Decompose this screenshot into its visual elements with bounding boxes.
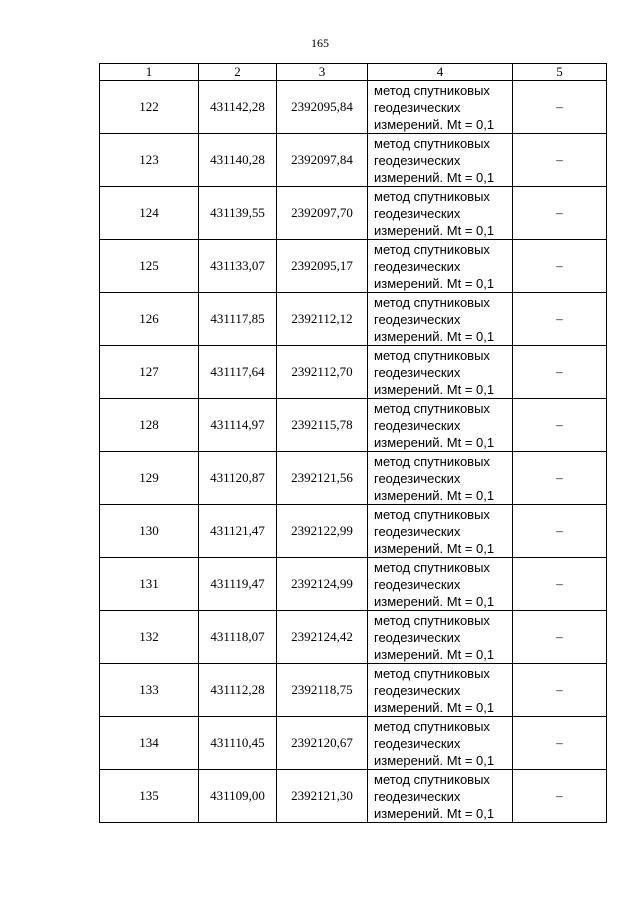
y-coordinate-cell: 2392095,17: [277, 240, 368, 293]
method-text-line: метод спутниковых: [374, 188, 490, 204]
x-coordinate-cell: 431117,64: [199, 346, 277, 399]
method-text-line: геодезических: [374, 576, 461, 592]
table-row: [100, 293, 607, 346]
y-coordinate-cell: 2392115,78: [277, 399, 368, 452]
x-coordinate-cell: 431114,97: [199, 399, 277, 452]
method-text-line: измерений. Mt = 0,1: [374, 169, 495, 185]
column-header-1: 1: [100, 64, 199, 81]
method-text-line: геодезических: [374, 152, 461, 168]
method-text-line: геодезических: [374, 735, 461, 751]
method-text-line: измерений. Mt = 0,1: [374, 487, 495, 503]
method-text-line: измерений. Mt = 0,1: [374, 699, 495, 715]
method-text-line: измерений. Mt = 0,1: [374, 593, 495, 609]
method-text-line: метод спутниковых: [374, 612, 490, 628]
table-row: [100, 346, 607, 399]
x-coordinate-cell: 431139,55: [199, 187, 277, 240]
method-cell: [368, 187, 513, 240]
y-coordinate-cell: 2392124,42: [277, 611, 368, 664]
y-coordinate-cell: 2392112,12: [277, 293, 368, 346]
y-coordinate-cell: 2392118,75: [277, 664, 368, 717]
x-coordinate-cell: 431142,28: [199, 81, 277, 134]
column-header-5: 5: [513, 64, 607, 81]
method-text-line: геодезических: [374, 258, 461, 274]
x-coordinate-cell: 431140,28: [199, 134, 277, 187]
y-coordinate-cell: 2392124,99: [277, 558, 368, 611]
method-cell: [368, 558, 513, 611]
method-text-line: геодезических: [374, 205, 461, 221]
method-cell: [368, 770, 513, 823]
method-text-line: геодезических: [374, 417, 461, 433]
method-text-line: метод спутниковых: [374, 135, 490, 151]
y-coordinate-cell: 2392121,30: [277, 770, 368, 823]
y-coordinate-cell: 2392120,67: [277, 717, 368, 770]
table-row: [100, 611, 607, 664]
method-text-line: измерений. Mt = 0,1: [374, 805, 495, 821]
y-coordinate-cell: 2392097,84: [277, 134, 368, 187]
y-coordinate-cell: 2392097,70: [277, 187, 368, 240]
method-cell: [368, 664, 513, 717]
column-header-3: 3: [277, 64, 368, 81]
point-number-cell: 133: [100, 664, 199, 717]
method-text-line: метод спутниковых: [374, 82, 490, 98]
method-text-line: измерений. Mt = 0,1: [374, 752, 495, 768]
table-row: [100, 81, 607, 134]
y-coordinate-cell: 2392095,84: [277, 81, 368, 134]
method-text-line: геодезических: [374, 788, 461, 804]
point-number-cell: 129: [100, 452, 199, 505]
method-cell: [368, 346, 513, 399]
method-text-line: измерений. Mt = 0,1: [374, 328, 495, 344]
method-text-line: метод спутниковых: [374, 294, 490, 310]
method-text-line: метод спутниковых: [374, 771, 490, 787]
y-coordinate-cell: 2392112,70: [277, 346, 368, 399]
table-header-row: [100, 64, 607, 81]
table-row: [100, 452, 607, 505]
method-text-line: метод спутниковых: [374, 241, 490, 257]
point-number-cell: 124: [100, 187, 199, 240]
x-coordinate-cell: 431112,28: [199, 664, 277, 717]
point-number-cell: 127: [100, 346, 199, 399]
method-cell: [368, 717, 513, 770]
x-coordinate-cell: 431121,47: [199, 505, 277, 558]
point-number-cell: 130: [100, 505, 199, 558]
method-text-line: измерений. Mt = 0,1: [374, 222, 495, 238]
method-text-line: измерений. Mt = 0,1: [374, 381, 495, 397]
y-coordinate-cell: 2392122,99: [277, 505, 368, 558]
method-text-line: метод спутниковых: [374, 559, 490, 575]
column-5-cell: –: [513, 293, 607, 346]
column-5-cell: –: [513, 134, 607, 187]
method-text-line: метод спутниковых: [374, 347, 490, 363]
point-number-cell: 135: [100, 770, 199, 823]
x-coordinate-cell: 431120,87: [199, 452, 277, 505]
y-coordinate-cell: 2392121,56: [277, 452, 368, 505]
method-text-line: геодезических: [374, 311, 461, 327]
column-header-2: 2: [199, 64, 277, 81]
table-body: [100, 81, 607, 823]
x-coordinate-cell: 431109,00: [199, 770, 277, 823]
column-5-cell: –: [513, 240, 607, 293]
point-number-cell: 132: [100, 611, 199, 664]
column-5-cell: –: [513, 611, 607, 664]
method-text-line: метод спутниковых: [374, 400, 490, 416]
point-number-cell: 134: [100, 717, 199, 770]
point-number-cell: 122: [100, 81, 199, 134]
table-row: [100, 187, 607, 240]
column-5-cell: –: [513, 770, 607, 823]
x-coordinate-cell: 431119,47: [199, 558, 277, 611]
method-cell: [368, 611, 513, 664]
method-text-line: метод спутниковых: [374, 718, 490, 734]
column-header-4: 4: [368, 64, 513, 81]
method-text-line: геодезических: [374, 629, 461, 645]
point-number-cell: 126: [100, 293, 199, 346]
x-coordinate-cell: 431117,85: [199, 293, 277, 346]
column-5-cell: –: [513, 717, 607, 770]
column-5-cell: –: [513, 664, 607, 717]
method-text-line: измерений. Mt = 0,1: [374, 434, 495, 450]
table-row: [100, 664, 607, 717]
method-text-line: измерений. Mt = 0,1: [374, 646, 495, 662]
column-5-cell: –: [513, 505, 607, 558]
method-text-line: измерений. Mt = 0,1: [374, 116, 495, 132]
x-coordinate-cell: 431118,07: [199, 611, 277, 664]
table-row: [100, 770, 607, 823]
method-cell: [368, 240, 513, 293]
table-row: [100, 240, 607, 293]
method-cell: [368, 81, 513, 134]
table-row: [100, 717, 607, 770]
method-cell: [368, 505, 513, 558]
method-text-line: измерений. Mt = 0,1: [374, 540, 495, 556]
coordinates-table: [99, 63, 607, 823]
method-text-line: геодезических: [374, 364, 461, 380]
method-text-line: геодезических: [374, 523, 461, 539]
method-text-line: геодезических: [374, 682, 461, 698]
method-cell: [368, 293, 513, 346]
column-5-cell: –: [513, 399, 607, 452]
table-row: [100, 399, 607, 452]
method-text-line: геодезических: [374, 99, 461, 115]
point-number-cell: 123: [100, 134, 199, 187]
table-row: [100, 134, 607, 187]
method-cell: [368, 134, 513, 187]
point-number-cell: 128: [100, 399, 199, 452]
x-coordinate-cell: 431110,45: [199, 717, 277, 770]
column-5-cell: –: [513, 452, 607, 505]
point-number-cell: 131: [100, 558, 199, 611]
method-text-line: измерений. Mt = 0,1: [374, 275, 495, 291]
point-number-cell: 125: [100, 240, 199, 293]
column-5-cell: –: [513, 558, 607, 611]
method-text-line: метод спутниковых: [374, 665, 490, 681]
method-text-line: метод спутниковых: [374, 506, 490, 522]
x-coordinate-cell: 431133,07: [199, 240, 277, 293]
table-row: [100, 558, 607, 611]
table-row: [100, 505, 607, 558]
method-cell: [368, 399, 513, 452]
page-number: 165: [311, 36, 329, 50]
method-cell: [368, 452, 513, 505]
column-5-cell: –: [513, 81, 607, 134]
method-text-line: геодезических: [374, 470, 461, 486]
column-5-cell: –: [513, 187, 607, 240]
method-text-line: метод спутниковых: [374, 453, 490, 469]
column-5-cell: –: [513, 346, 607, 399]
